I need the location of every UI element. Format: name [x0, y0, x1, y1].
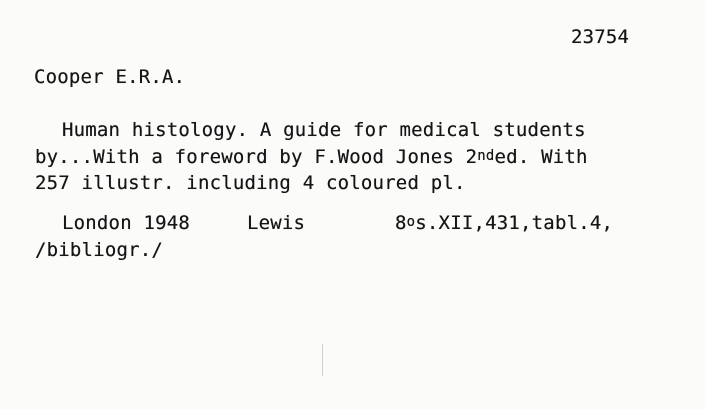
paper-mark — [322, 344, 323, 376]
collation — [395, 212, 613, 234]
title-line-1: Human histology. A guide for medical students — [62, 119, 586, 141]
imprint-publisher: Lewis — [247, 212, 306, 234]
title-line-2-end: ed. With — [494, 146, 588, 168]
title-line-2-text: by...With a foreword by F.Wood Jones 2 — [35, 146, 478, 168]
title-line-2 — [35, 146, 588, 168]
bibliography-note: /bibliogr./ — [35, 239, 164, 261]
author-heading: Cooper E.R.A. — [34, 66, 186, 88]
title-line-3: 257 illustr. including 4 coloured pl. — [35, 172, 466, 194]
edition-superscript: nd — [477, 148, 495, 164]
catalog-number: 23754 — [571, 26, 630, 48]
format-superscript: o — [406, 214, 416, 230]
collation-text: s.XII,431,tabl.4, — [415, 212, 614, 234]
format-number: 8 — [395, 212, 407, 234]
imprint-place-year: London 1948 — [62, 212, 191, 234]
